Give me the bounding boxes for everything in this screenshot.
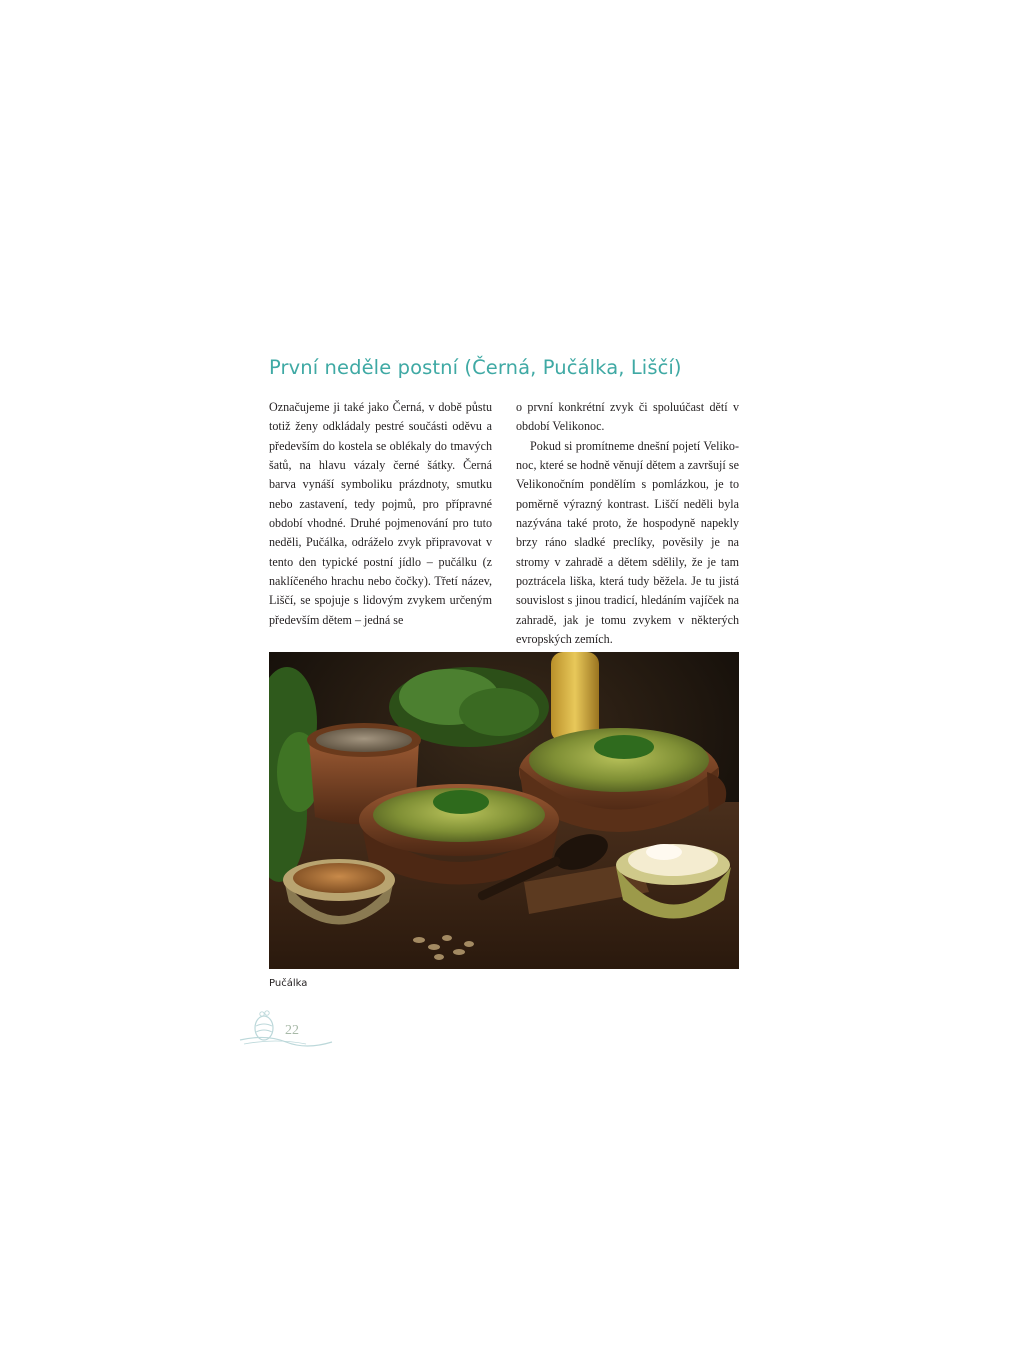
paragraph: Označujeme ji také jako Černá, v době půstu totiž ženy odkládaly pestré součásti oděvu a především do kostela se oblékaly do tmavých šatů, na hlavu vázaly černé šátky. Černá barva vynáší symboliku prázdnoty, smutku nebo zastavení, tedy pojmů, pro přípravné období vhodné. Druhé pojmenování pro tuto neděli, Pučálka, odráželo zvyk připravovat v tento den typické postní jídlo – pučálku (z naklíčeného hrachu nebo čočky). Třetí název, Liščí, se spojuje s lidovým zvykem určeným především dětem – jedná se (269, 400, 492, 627)
text-column-left (269, 398, 492, 630)
food-photo (269, 652, 739, 969)
page-number: 22 (285, 1023, 299, 1038)
section-heading: První neděle postní (Černá, Pučálka, Liščí) (269, 356, 682, 379)
photo-caption: Pučálka (269, 978, 308, 989)
paragraph: o první konkrétní zvyk či spoluúčast dětí v období Velikonoc. (516, 400, 739, 434)
text-column-right (516, 398, 739, 649)
paragraph: Pokud si promítneme dnešní pojetí Velikonoc, které se hodně věnují dětem a završují se Velikonočním pondělím s pomlázkou, je to poměrně výrazný kontrast. Liščí neděli byla nazývána také proto, že hospodyně napekly brzy ráno sladké preclíky, pověsily je na stromy v zahradě a dětem sdělily, že je tam poztrácela liška, která tudy běžela. Je tu jistá souvislost s jinou tradicí, hledáním vajíček na zahradě, jak je tomu zvykem v některých evropských zemích. (516, 438, 739, 647)
